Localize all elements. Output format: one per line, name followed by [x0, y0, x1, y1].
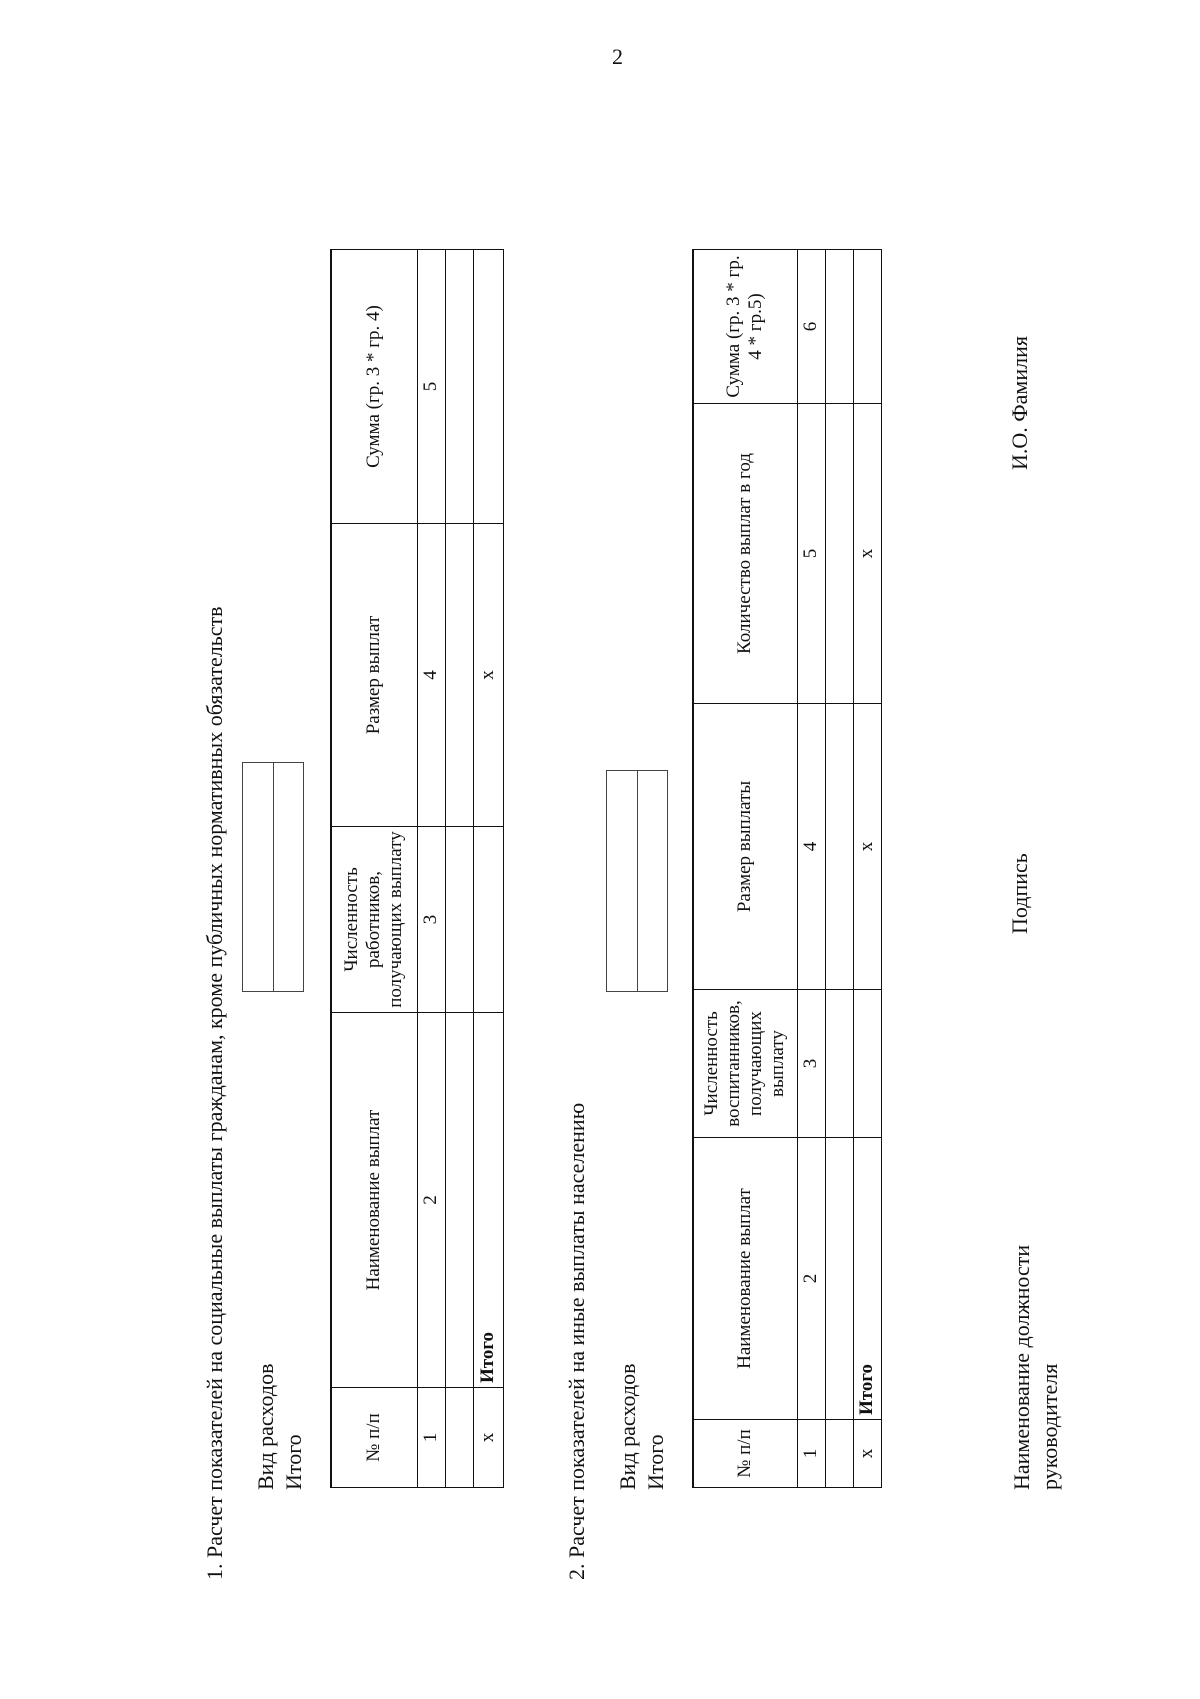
section1-header-count: Численность работников, получающих выплату	[331, 827, 417, 1013]
section1-number-row	[417, 250, 445, 1488]
section2-expense-type-cell[interactable]	[607, 771, 637, 991]
section1-total-row	[473, 250, 503, 1488]
section1-total-count-cell[interactable]	[473, 827, 503, 1013]
section2-col-number: 4	[797, 704, 825, 990]
section1-total-sum-cell[interactable]	[473, 250, 503, 524]
section2-empty-cell[interactable]	[825, 404, 853, 704]
position-label-line2: руководителя	[1037, 1363, 1062, 1490]
signature-label: Подпись	[1007, 853, 1032, 934]
section2-empty-row	[825, 250, 853, 1488]
section1-empty-cell[interactable]	[445, 250, 473, 524]
section1-empty-row	[445, 250, 473, 1488]
section2-empty-cell[interactable]	[825, 704, 853, 990]
section2-total-marker: х	[853, 1420, 881, 1488]
section1-empty-cell[interactable]	[445, 1013, 473, 1388]
section1-table	[330, 249, 504, 1488]
section2-empty-cell[interactable]	[825, 1420, 853, 1488]
position-label-line1: Наименование должности	[1009, 1244, 1034, 1490]
section2-header-name: Наименование выплат	[693, 1138, 797, 1420]
section1-empty-cell[interactable]	[445, 827, 473, 1013]
section2-total-amount-marker: х	[853, 704, 881, 990]
section2-total-count-cell[interactable]	[853, 990, 881, 1138]
section1-expense-type-cell[interactable]	[243, 763, 273, 991]
section2-total-row	[853, 250, 881, 1488]
page-number: 2	[612, 44, 623, 69]
section1-col-number: 5	[417, 250, 445, 524]
section2-empty-cell[interactable]	[825, 990, 853, 1138]
section1-header-number: № п/п	[331, 1388, 417, 1488]
section2-title: 2. Расчет показателей на иные выплаты населению	[564, 1102, 589, 1580]
section2-col-number: 3	[797, 990, 825, 1138]
section1-col-number: 3	[417, 827, 445, 1013]
section1-total-row-label: Итого	[473, 1013, 503, 1388]
section1-expense-type-label: Вид расходов	[253, 1363, 278, 1490]
section1-col-number: 1	[417, 1388, 445, 1488]
section2-total-sum-cell[interactable]	[853, 250, 881, 404]
section1-header-row	[331, 250, 417, 1488]
section1-expense-type-box[interactable]	[242, 762, 304, 992]
section1-header-name: Наименование выплат	[331, 1013, 417, 1388]
section2-total-frequency-marker: х	[853, 404, 881, 704]
section1-empty-cell[interactable]	[445, 524, 473, 827]
section2-col-number: 6	[797, 250, 825, 404]
section2-header-frequency: Количество выплат в год	[693, 404, 797, 704]
section2-empty-cell[interactable]	[825, 250, 853, 404]
section2-total-label: Итого	[643, 1434, 668, 1490]
section1-empty-cell[interactable]	[445, 1388, 473, 1488]
section1-total-label: Итого	[281, 1434, 306, 1490]
section1-header-sum: Сумма (гр. 3 * гр. 4)	[331, 250, 417, 524]
section2-col-number: 5	[797, 404, 825, 704]
section2-total-cell[interactable]	[637, 771, 667, 991]
section1-total-amount-marker: х	[473, 524, 503, 827]
section2-table	[692, 249, 882, 1488]
section2-expense-type-box[interactable]	[606, 770, 668, 992]
section1-title: 1. Расчет показателей на социальные выплаты гражданам, кроме публичных нормативных обязательств	[202, 606, 227, 1580]
position-label	[1008, 1245, 1064, 1490]
section1-total-marker: х	[473, 1388, 503, 1488]
section2-expense-type-label: Вид расходов	[615, 1363, 640, 1490]
section2-empty-cell[interactable]	[825, 1138, 853, 1420]
section1-col-number: 2	[417, 1013, 445, 1388]
section1-col-number: 4	[417, 524, 445, 827]
section2-number-row	[797, 250, 825, 1488]
section2-header-sum: Сумма (гр. 3 * гр. 4 * гр.5)	[693, 250, 797, 404]
section2-header-count: Численность воспитанников, получающих выплату	[693, 990, 797, 1138]
section1-total-cell[interactable]	[273, 763, 303, 991]
section1-header-amount: Размер выплат	[331, 524, 417, 827]
name-label: И.О. Фамилия	[1007, 336, 1032, 470]
section2-col-number: 2	[797, 1138, 825, 1420]
landscape-content	[190, 100, 1110, 1580]
section2-col-number: 1	[797, 1420, 825, 1488]
section2-header-number: № п/п	[693, 1420, 797, 1488]
section2-header-amount: Размер выплаты	[693, 704, 797, 990]
section2-header-row	[693, 250, 797, 1488]
section2-total-row-label: Итого	[853, 1138, 881, 1420]
